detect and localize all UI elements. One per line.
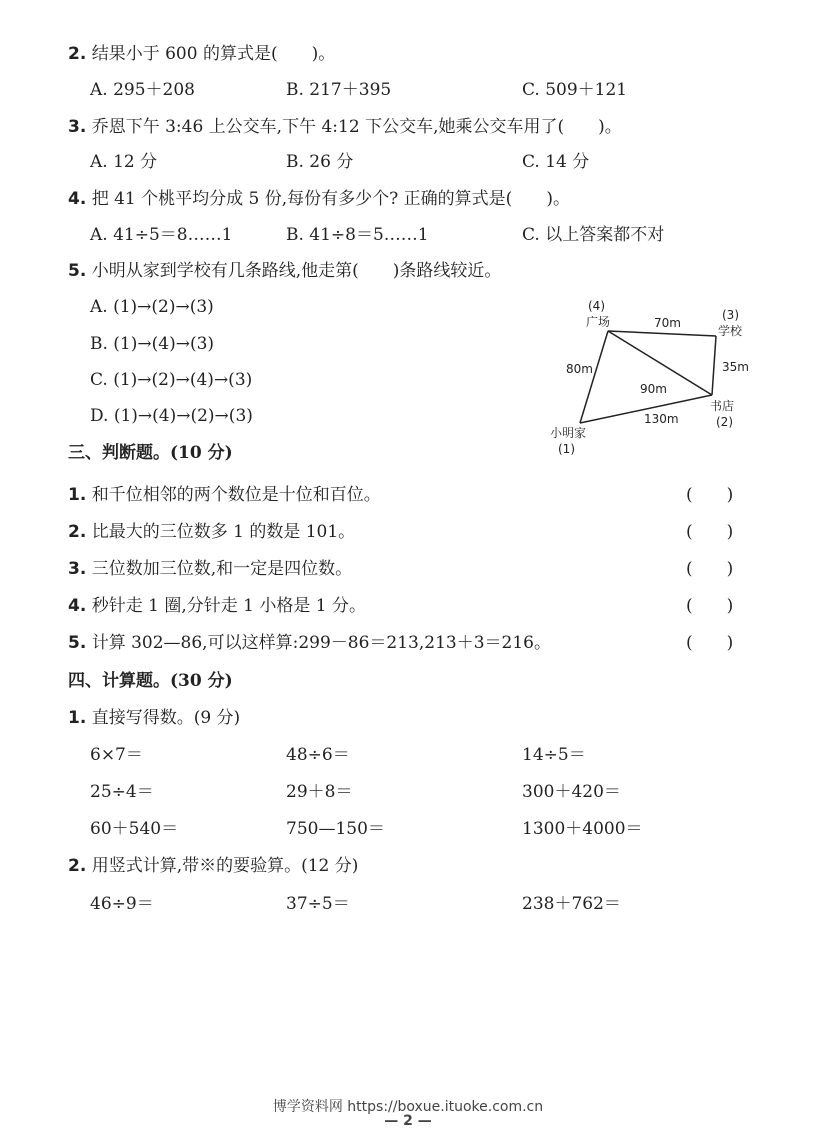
footer-watermark: 博学资料网 https://boxue.ituoke.com.cn (272, 1099, 544, 1115)
option-c: C. (1)→(2)→(4)→(3) (90, 370, 253, 390)
sub-text: 用竖式计算,带※的要验算。(12 分) (91, 856, 359, 876)
item-text: 秒针走 1 圈,分针走 1 小格是 1 分。 (91, 596, 366, 616)
section-3-title: 三、判断题。(10 分) (68, 443, 233, 463)
question-text: 结果小于 600 的算式是( )。 (91, 44, 336, 64)
item-text: 计算 302—86,可以这样算:299－86＝213,213＋3＝216。 (91, 633, 551, 653)
item-text: 和千位相邻的两个数位是十位和百位。 (91, 485, 381, 505)
option-a: A. 41÷5＝8……1 (90, 225, 233, 245)
question-5 (68, 261, 501, 281)
distance-4-2: 90m (640, 382, 667, 396)
road-4-3 (608, 331, 716, 336)
answer-blank-4[interactable]: ( ) (686, 596, 734, 616)
route-map (540, 295, 780, 460)
distance-1-2: 130m (644, 412, 679, 426)
item-number: 1. (68, 485, 87, 505)
sub-number: 2. (68, 856, 87, 876)
calc-expression: 48÷6＝ (286, 745, 350, 765)
bookstore-label: 书店 (710, 399, 735, 413)
calc-expression: 750—150＝ (286, 819, 385, 839)
option-a: A. 12 分 (90, 152, 158, 172)
calc-expression: 6×7＝ (90, 745, 143, 765)
judge-item-4 (68, 596, 366, 616)
option-a: A. 295＋208 (90, 80, 195, 100)
calc-expression: 37÷5＝ (286, 894, 350, 914)
road-1-4 (580, 331, 608, 423)
section-4-title: 四、计算题。(30 分) (68, 671, 233, 691)
item-text: 比最大的三位数多 1 的数是 101。 (91, 522, 356, 542)
question-number: 2. (68, 44, 87, 64)
question-2 (68, 44, 335, 64)
question-text: 乔恩下午 3:46 上公交车,下午 4:12 下公交车,她乘公交车用了( )。 (91, 117, 622, 137)
answer-blank-3[interactable]: ( ) (686, 559, 734, 579)
page-number: — 2 — (384, 1113, 432, 1129)
calc-expression: 1300＋4000＝ (522, 819, 643, 839)
item-number: 2. (68, 522, 87, 542)
answer-blank-2[interactable]: ( ) (686, 522, 734, 542)
option-c: C. 14 分 (522, 152, 590, 172)
school-number: (3) (722, 308, 739, 322)
option-b: B. 26 分 (286, 152, 354, 172)
calc-expression: 46÷9＝ (90, 894, 154, 914)
question-number: 4. (68, 189, 87, 209)
calc-expression: 25÷4＝ (90, 782, 154, 802)
option-b: B. 217＋395 (286, 80, 392, 100)
distance-3-2: 35m (722, 360, 749, 374)
plaza-label: 广场 (586, 315, 611, 329)
calc-expression: 29＋8＝ (286, 782, 353, 802)
question-3 (68, 117, 622, 137)
question-number: 5. (68, 261, 87, 281)
question-text: 把 41 个桃平均分成 5 份,每份有多少个? 正确的算式是( )。 (91, 189, 570, 209)
option-c: C. 509＋121 (522, 80, 628, 100)
distance-4-3: 70m (654, 316, 681, 330)
judge-item-3 (68, 559, 352, 579)
calc-expression: 300＋420＝ (522, 782, 621, 802)
calc-expression: 238＋762＝ (522, 894, 621, 914)
item-number: 5. (68, 633, 87, 653)
question-number: 3. (68, 117, 87, 137)
option-b: B. (1)→(4)→(3) (90, 334, 215, 354)
question-4 (68, 189, 570, 209)
item-number: 3. (68, 559, 87, 579)
judge-item-2 (68, 522, 355, 542)
calc-expression: 14÷5＝ (522, 745, 586, 765)
item-text: 三位数加三位数,和一定是四位数。 (91, 559, 353, 579)
sub-text: 直接写得数。(9 分) (91, 708, 241, 728)
home-number: (1) (558, 442, 575, 456)
sub-number: 1. (68, 708, 87, 728)
road-3-2 (712, 336, 716, 395)
question-text: 小明从家到学校有几条路线,他走第( )条路线较近。 (91, 261, 502, 281)
judge-item-1 (68, 485, 381, 505)
calc-expression: 60＋540＝ (90, 819, 179, 839)
option-a: A. (1)→(2)→(3) (90, 297, 214, 317)
plaza-number: (4) (588, 299, 605, 313)
bookstore-number: (2) (716, 415, 733, 429)
option-d: D. (1)→(4)→(2)→(3) (90, 406, 253, 426)
school-label: 学校 (718, 324, 743, 338)
answer-blank-5[interactable]: ( ) (686, 633, 734, 653)
option-c: C. 以上答案都不对 (522, 225, 665, 245)
distance-1-4: 80m (566, 362, 593, 376)
option-b: B. 41÷8＝5……1 (286, 225, 429, 245)
home-label: 小明家 (550, 426, 587, 440)
judge-item-5 (68, 633, 551, 653)
item-number: 4. (68, 596, 87, 616)
calc-sub-1 (68, 708, 240, 728)
answer-blank-1[interactable]: ( ) (686, 485, 734, 505)
calc-sub-2 (68, 856, 358, 876)
